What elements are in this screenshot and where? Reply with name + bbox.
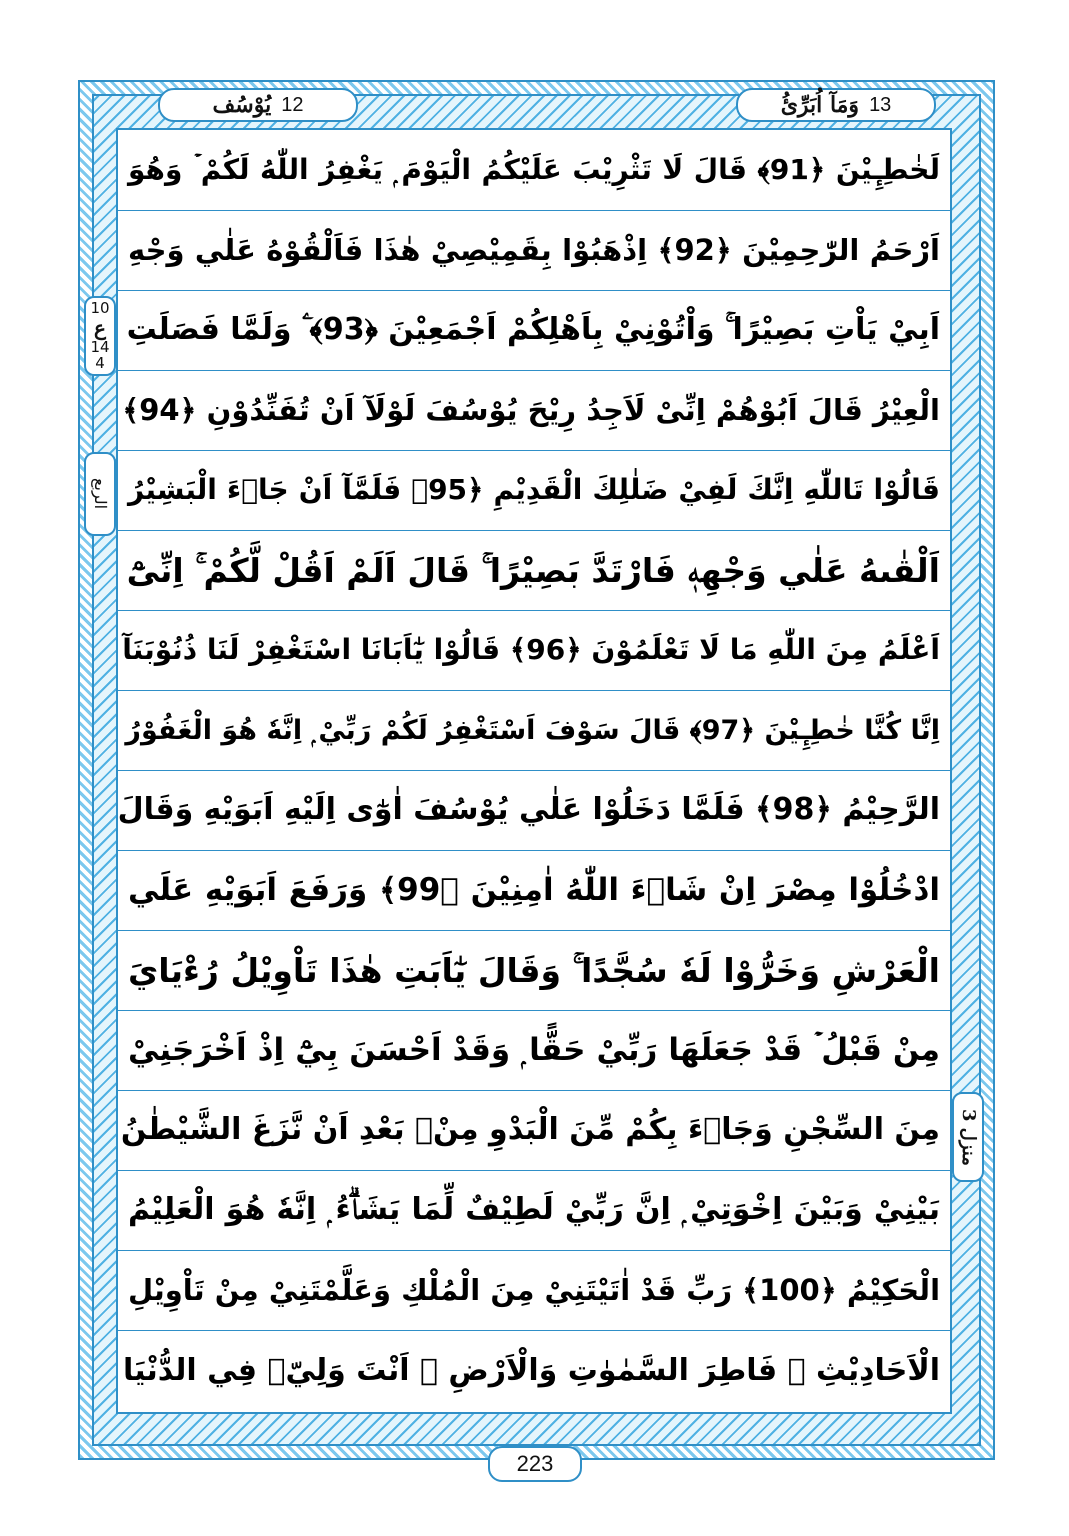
ruku-middle: 14	[90, 337, 110, 356]
text-line-7: اَعْلَمُ مِنَ اللّٰهِ مَا لَا تَعْلَمُوْنَ ﴿96﴾ قَالُوْا يٰٓاَبَانَا اسْتَغْفِرْ لَنَا ذُنُوْبَنَآ	[122, 633, 940, 666]
text-panel	[116, 128, 952, 1414]
text-line-15: الْحَكِيْمُ ﴿100﴾ رَبِّ قَدْ اٰتَيْتَنِيْ مِنَ الْمُلْكِ وَعَلَّمْتَنِيْ مِنْ تَاْوِيْلِ	[128, 1272, 941, 1307]
text-line-6: اَلْقٰىهُ عَلٰي وَجْهِهٖ فَارْتَدَّ بَصِيْرًا ۚ قَالَ اَلَمْ اَقُلْ لَّكُمْ ۚ اِنِّىْٓ	[126, 550, 940, 590]
manzil-marker	[952, 1092, 984, 1182]
text-line-9: الرَّحِيْمُ ﴿98﴾ فَلَمَّا دَخَلُوْا عَلٰي يُوْسُفَ اٰوٰٓى اِلَيْهِ اَبَوَيْهِ وَقَالَ	[118, 792, 940, 827]
ruku-top: 10	[90, 299, 110, 318]
page-number: 223	[488, 1446, 582, 1482]
text-line-14: بَيْنِيْ وَبَيْنَ اِخْوَتِيْ ۭ اِنَّ رَبِّيْ لَطِيْفٌ لِّمَا يَشَاۗءُ ۭ اِنَّهٗ هُوَ الْعَلِيْمُ	[128, 1192, 940, 1227]
text-line-5: قَالُوْا تَاللّٰهِ اِنَّكَ لَفِيْ ضَلٰلِكَ الْقَدِيْمِ ﴿95﴾ فَلَمَّآ اَنْ جَاۗءَ الْبَشِيْرُ	[128, 473, 941, 506]
juz-name: وَمَآ اُبَرِّئُ	[780, 92, 860, 118]
text-line-8: اِنَّا كُنَّا خٰطِـِٕيْنَ ﴿97﴾ قَالَ سَوْفَ اَسْتَغْفِرُ لَكُمْ رَبِّيْ ۭ اِنَّهٗ هُوَ الْغَفُوْرُ	[125, 714, 940, 746]
hizb-label: الربع	[90, 478, 110, 510]
hizb-marker	[84, 452, 116, 536]
text-line-4: الْعِيْرُ قَالَ اَبُوْهُمْ اِنِّىْ لَاَجِدُ رِيْحَ يُوْسُفَ لَوْلَآ اَنْ تُفَنِّدُوْنِ ﴿94﴾	[122, 392, 940, 427]
text-line-3: اَبِيْ يَاْتِ بَصِيْرًا ۚ وَاْتُوْنِيْ بِاَهْلِكُمْ اَجْمَعِيْنَ ﴿93﴾ ۧ وَلَمَّا فَصَلَتِ	[126, 312, 940, 347]
surah-label	[158, 88, 358, 122]
juz-label	[736, 88, 936, 122]
juz-number: 13	[869, 93, 892, 116]
text-line-12: مِنْ قَبْلُ ۡ قَدْ جَعَلَهَا رَبِّيْ حَقًّا ۭ وَقَدْ اَحْسَنَ بِيْٓ اِذْ اَخْرَجَنِيْ	[128, 1031, 940, 1068]
text-line-10: ادْخُلُوْا مِصْرَ اِنْ شَاۗءَ اللّٰهُ اٰمِنِيْنَ ﴿99﴾ وَرَفَعَ اَبَوَيْهِ عَلَي	[128, 871, 940, 908]
ruku-marker	[84, 296, 116, 376]
text-line-13: مِنَ السِّجْنِ وَجَاۗءَ بِكُمْ مِّنَ الْبَدْوِ مِنْۢ بَعْدِ اَنْ نَّزَغَ الشَّيْطٰنُ	[120, 1112, 940, 1147]
ruku-bottom: 4	[95, 354, 105, 373]
page-header	[104, 88, 968, 128]
text-line-2: اَرْحَمُ الرّٰحِمِيْنَ ﴿92﴾ اِذْهَبُوْا بِقَمِيْصِيْ هٰذَا فَاَلْقُوْهُ عَلٰي وَجْهِ	[128, 232, 940, 267]
manzil-label: منزل 3	[957, 1108, 979, 1166]
surah-number: 12	[281, 93, 304, 116]
text-line-16: الْاَحَادِيْثِ ۚ فَاطِرَ السَّمٰوٰتِ وَالْاَرْضِ ۣ اَنْتَ وَلِيّٖ فِي الدُّنْيَا	[122, 1353, 940, 1388]
surah-name: يُوْسُف	[212, 92, 272, 118]
text-line-11: الْعَرْشِ وَخَرُّوْا لَهٗ سُجَّدًا ۚ وَقَالَ يٰٓاَبَتِ هٰذَا تَاْوِيْلُ رُءْيَايَ	[128, 950, 940, 990]
ruku-symbol: ع	[94, 315, 106, 340]
text-line-1: لَخٰطِـِٕيْنَ ﴿91﴾ قَالَ لَا تَثْرِيْبَ عَلَيْكُمُ الْيَوْمَ ۭ يَغْفِرُ اللّٰهُ لَكُمْ ۡ وَهُوَ	[128, 153, 941, 186]
